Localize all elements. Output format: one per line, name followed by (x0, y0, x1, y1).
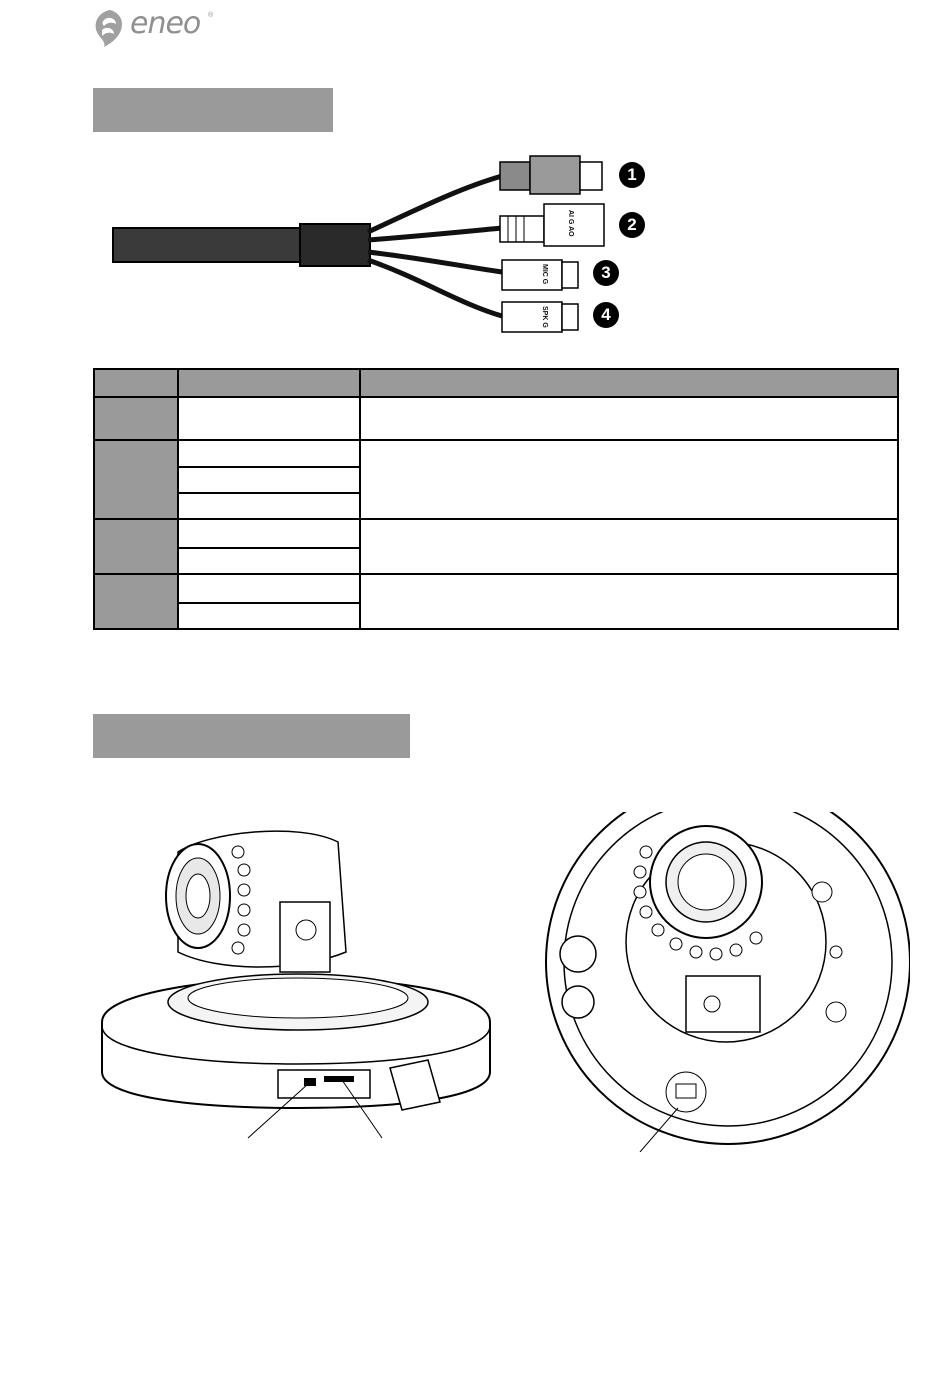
header-cell-no (94, 369, 178, 397)
row-number-cell (94, 574, 178, 629)
row-description-cell (360, 519, 898, 574)
row-number-cell (94, 397, 178, 440)
row-name-cell (178, 548, 360, 574)
table-row (94, 440, 898, 466)
row-name-cell (178, 493, 360, 519)
camera-side-drawing (98, 812, 498, 1152)
table-header-row (94, 369, 898, 397)
header-cell-description (360, 369, 898, 397)
row-name-cell (178, 440, 360, 466)
row-name-cell (178, 397, 360, 440)
logo-text: eneo (130, 6, 201, 41)
camera-top-view-figure (536, 812, 910, 1152)
section-heading-bar-cables (93, 88, 333, 132)
cable-diagram (100, 148, 660, 348)
row-number-cell (94, 440, 178, 519)
eneo-logo (92, 4, 212, 48)
row-description-cell (360, 397, 898, 440)
camera-top-drawing (536, 812, 910, 1152)
camera-side-view-figure (98, 812, 498, 1152)
plug-label-mic: MIC G (541, 264, 548, 285)
eneo-swoosh-icon (92, 8, 128, 48)
logo-registered-mark: ® (208, 12, 214, 19)
row-name-cell (178, 519, 360, 547)
callout-badge-1: 1 (619, 162, 645, 188)
connector-table (93, 368, 899, 630)
row-number-cell (94, 519, 178, 574)
row-description-cell (360, 574, 898, 629)
table-row (94, 519, 898, 547)
row-name-cell (178, 574, 360, 602)
plug-label-spk: SPK G (541, 306, 548, 328)
row-description-cell (360, 440, 898, 519)
row-name-cell (178, 603, 360, 629)
table-row (94, 397, 898, 440)
section-heading-bar-camera (93, 714, 410, 758)
plug-label-alarm: AI G AO (567, 210, 574, 237)
callout-badge-3: 3 (593, 260, 619, 286)
cable-drawing (100, 148, 660, 348)
table-row (94, 574, 898, 602)
header-cell-name (178, 369, 360, 397)
callout-badge-2: 2 (619, 212, 645, 238)
row-name-cell (178, 467, 360, 493)
callout-badge-4: 4 (593, 302, 619, 328)
